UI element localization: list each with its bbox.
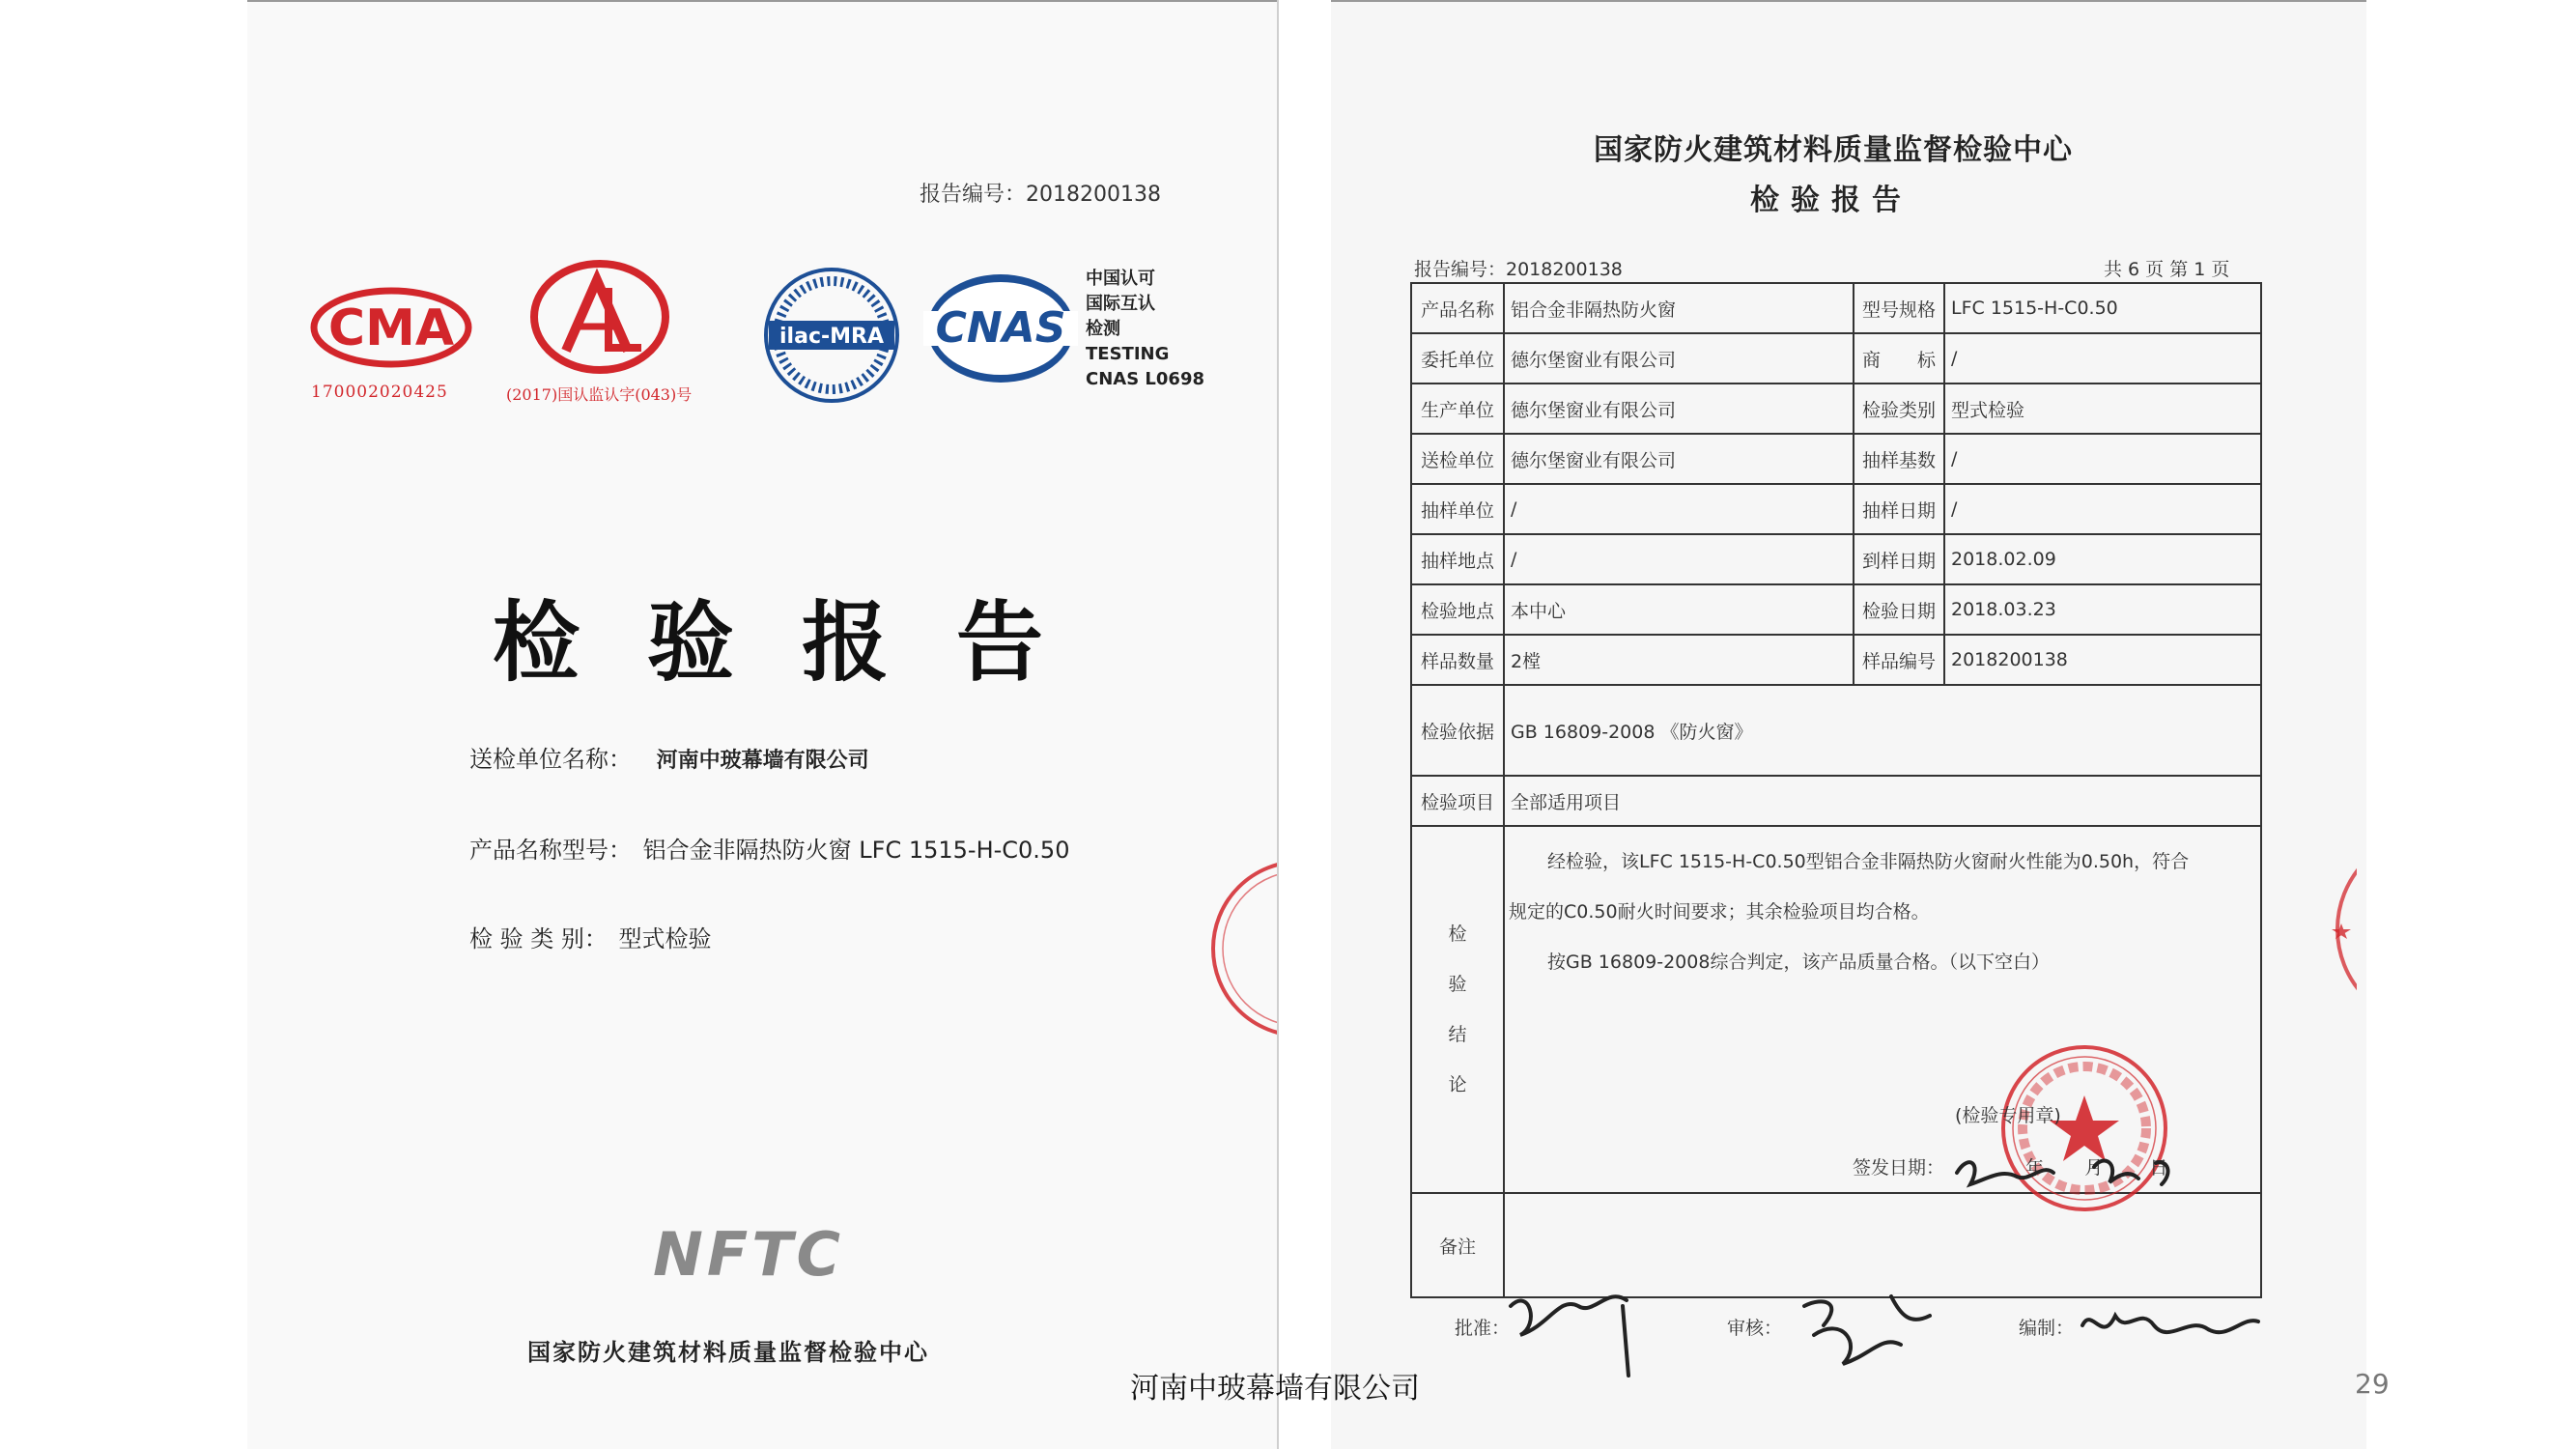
ilac-mra-logo [759, 263, 904, 412]
cma-logo [309, 284, 473, 375]
row-value: / [1504, 534, 1854, 584]
cma-logo-text: CMA [327, 299, 455, 357]
row-label: 检验项目 [1411, 776, 1504, 826]
row-value: / [1504, 484, 1854, 534]
cnas-caption-line: 中国认可 [1086, 269, 1155, 289]
cnas-logo-text: CNAS [935, 303, 1066, 353]
row-label: 抽样基数 [1854, 434, 1944, 484]
cnas-caption [1086, 267, 1204, 392]
field-value: 河南中玻幕墙有限公司 [656, 749, 869, 773]
row-label: 样品编号 [1854, 635, 1944, 685]
row-value: 2樘 [1504, 635, 1854, 685]
field-value: 铝合金非隔热防火窗 LFC 1515-H-C0.50 [642, 837, 1070, 864]
conclusion-label-char: 验 [1448, 974, 1467, 995]
compile-label: 编制： [2019, 1318, 2075, 1339]
conclusion-line: 规定的C0.50耐火时间要求；其余检验项目均合格。 [1509, 901, 1930, 923]
table-row [1411, 685, 2261, 776]
row-label: 检验依据 [1411, 685, 1504, 776]
row-label: 抽样地点 [1411, 534, 1504, 584]
table-row [1411, 534, 2261, 584]
table-row [1411, 384, 2261, 434]
row-label: 到样日期 [1854, 534, 1944, 584]
handwritten-date-signature [1949, 1134, 2181, 1202]
row-label: 产品名称 [1411, 283, 1504, 333]
row-value: 全部适用项目 [1504, 776, 2261, 826]
field-label: 送检单位名称： [469, 746, 632, 773]
row-value: 德尔堡窗业有限公司 [1504, 384, 1854, 434]
issue-year-unit: 年 [2025, 1157, 2045, 1179]
table-row [1411, 635, 2261, 685]
report-number: 报告编号：2018200138 [1414, 259, 1623, 280]
cnas-caption-line: 检测 [1086, 319, 1120, 339]
conclusion-label-char: 结 [1448, 1024, 1467, 1045]
row-value: 铝合金非隔热防火窗 [1504, 283, 1854, 333]
review-signature [1785, 1277, 1939, 1383]
row-value: GB 16809-2008 《防火窗》 [1504, 685, 2261, 776]
table-row [1411, 776, 2261, 826]
slide-page-number: 29 [2355, 1368, 2390, 1400]
row-label: 抽样日期 [1854, 484, 1944, 534]
row-label: 型号规格 [1854, 283, 1944, 333]
ilac-logo-text: ilac-MRA [779, 325, 884, 349]
row-value: / [1944, 333, 2261, 384]
stamp-caption: (检验专用章) [1955, 1105, 2061, 1126]
row-value: 2018.02.09 [1944, 534, 2261, 584]
row-label: 生产单位 [1411, 384, 1504, 434]
report-org-title: 国家防火建筑材料质量监督检验中心 [1594, 133, 2073, 167]
field-label: 产品名称型号： [469, 837, 632, 864]
row-label: 送检单位 [1411, 434, 1504, 484]
conclusion-text [1509, 837, 2349, 987]
nftc-logo: NFTC [653, 1219, 845, 1290]
conclusion-cell [1504, 826, 2261, 1193]
cma-code: 170002020425 [311, 383, 448, 402]
field-product [469, 831, 1069, 865]
cnas-caption-line: TESTING [1086, 344, 1170, 364]
table-row [1411, 283, 2261, 333]
cal-logo-text: CAL [599, 373, 601, 374]
conclusion-line: 按GB 16809-2008综合判定，该产品质量合格。（以下空白） [1547, 952, 2050, 973]
page-info: 共 6 页 第 1 页 [2104, 259, 2230, 280]
table-row [1411, 584, 2261, 635]
table-row [1411, 484, 2261, 534]
cover-footer-org: 国家防火建筑材料质量监督检验中心 [527, 1339, 929, 1366]
review-label: 审核： [1727, 1318, 1783, 1339]
cal-logo [527, 259, 672, 379]
slide-footer: 河南中玻幕墙有限公司 [1130, 1372, 1420, 1406]
row-label: 检验日期 [1854, 584, 1944, 635]
row-value: 2018200138 [1944, 635, 2261, 685]
row-value: / [1944, 484, 2261, 534]
cnas-caption-line: CNAS L0698 [1086, 369, 1205, 389]
cover-report-number: 报告编号：2018200138 [920, 183, 1161, 207]
report-cover-page [247, 0, 1277, 1449]
report-title: 检验报告 [1750, 184, 1912, 217]
row-label: 商 标 [1854, 333, 1944, 384]
row-value: 本中心 [1504, 584, 1854, 635]
compile-signature [2073, 1287, 2266, 1364]
row-value: LFC 1515-H-C0.50 [1944, 283, 2261, 333]
issue-date-label: 签发日期： [1853, 1157, 1945, 1179]
conclusion-label [1411, 826, 1504, 1193]
row-value: 德尔堡窗业有限公司 [1504, 333, 1854, 384]
row-value: 型式检验 [1944, 384, 2261, 434]
row-value: / [1944, 434, 2261, 484]
approve-signature [1501, 1267, 1646, 1383]
row-label: 抽样单位 [1411, 484, 1504, 534]
row-label: 检验类别 [1854, 384, 1944, 434]
cnas-caption-line: 国际互认 [1086, 294, 1155, 314]
issue-day-unit: 日 [2149, 1157, 2168, 1179]
approve-label: 批准： [1455, 1318, 1511, 1339]
row-value: 德尔堡窗业有限公司 [1504, 434, 1854, 484]
report-first-page [1331, 0, 2366, 1449]
field-label: 检 验 类 别： [469, 925, 608, 952]
conclusion-label-char: 检 [1448, 923, 1467, 945]
conclusion-label-char: 论 [1448, 1074, 1467, 1095]
stamp-partial-right [2318, 833, 2357, 1030]
issue-month-unit: 月 [2084, 1157, 2104, 1179]
stamp-partial-left [1203, 852, 1277, 1049]
row-value: 2018.03.23 [1944, 584, 2261, 635]
row-label: 备注 [1411, 1193, 1504, 1297]
row-label: 样品数量 [1411, 635, 1504, 685]
field-value: 型式检验 [618, 925, 712, 952]
table-row [1411, 826, 2261, 1193]
cover-title: 检验报告 [493, 591, 1111, 694]
table-row [1411, 333, 2261, 384]
row-label: 委托单位 [1411, 333, 1504, 384]
cnas-logo [923, 270, 1078, 390]
cal-code: (2017)国认监认字(043)号 [506, 385, 693, 404]
conclusion-line: 经检验，该LFC 1515-H-C0.50型铝合金非隔热防火窗耐火性能为0.50h，符合 [1547, 851, 2190, 872]
row-label: 检验地点 [1411, 584, 1504, 635]
table-row [1411, 434, 2261, 484]
report-table [1410, 282, 2262, 1298]
field-test-type [469, 920, 712, 953]
page-divider [1277, 0, 1279, 1449]
field-applicant [469, 740, 869, 774]
